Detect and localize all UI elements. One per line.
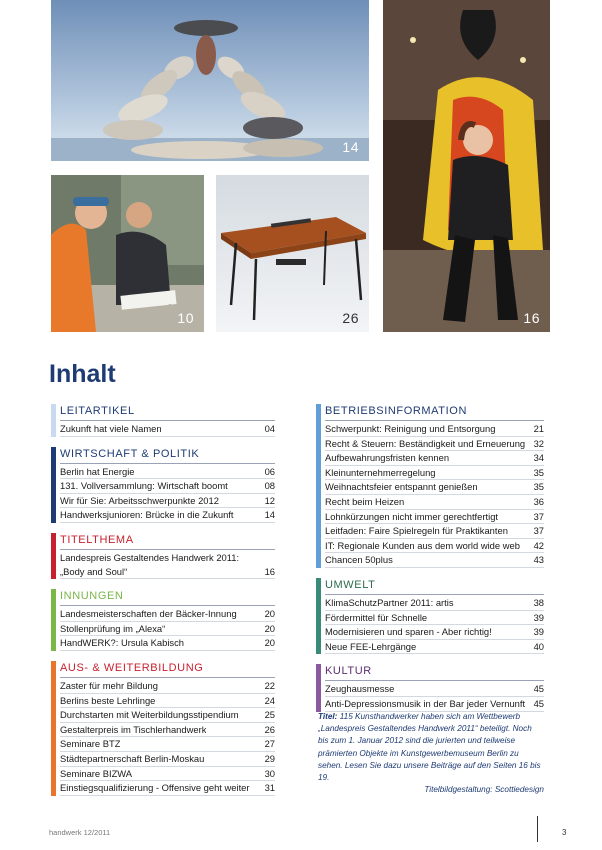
toc-entry[interactable]: [325, 480, 544, 495]
cover-caption: [318, 711, 544, 796]
toc-entry-title: Gestalterpreis im Tischlerhandwerk: [60, 723, 207, 735]
caption-text: 115 Kunsthandwerker haben sich am Wettbewerb „Landespreis Gestaltendes Handwerk 2011“ beteiligt. Noch bis zum 1. Januar 2012 sind die jurierten und teilweise prämierten Objekte im Kunstgewerbemuseum Berlin zu sehen. Lesen Sie dazu unsere Beiträge auf den Seiten 16 bis 19.: [318, 712, 541, 783]
toc-entry-title: Wir für Sie: Arbeitsschwerpunkte 2012: [60, 494, 219, 506]
toc-entry-title: Zaster für mehr Bildung: [60, 679, 158, 691]
toc-entry-title: Zukunft hat viele Namen: [60, 423, 162, 434]
toc-entry[interactable]: [325, 682, 544, 697]
toc-entry[interactable]: [325, 524, 544, 539]
toc-entry-title: KlimaSchutzPartner 2011: artis: [325, 596, 454, 608]
toc-entry[interactable]: [60, 708, 275, 723]
footer-divider: [537, 816, 538, 842]
toc-entry-title: Weihnachtsfeier entspannt genießen: [325, 481, 478, 493]
toc-entry-page: 38: [533, 596, 544, 608]
section-color-bar: [51, 404, 56, 437]
section-color-bar: [51, 589, 56, 651]
toc-entry[interactable]: [60, 607, 275, 622]
section-title: INNUNGEN: [60, 589, 275, 606]
toc-entry[interactable]: [325, 510, 544, 525]
toc-entry[interactable]: [60, 737, 275, 752]
toc-entry-page: 24: [264, 694, 275, 706]
toc-entry[interactable]: [60, 422, 275, 437]
photo-apprentices: [51, 175, 204, 332]
toc-entry-title: Seminare BTZ: [60, 738, 121, 750]
toc-entry[interactable]: [325, 553, 544, 568]
toc-entry-page: 40: [533, 640, 544, 652]
toc-entry-title: Neue FEE-Lehrgänge: [325, 640, 417, 652]
balance-stones-image: [51, 0, 369, 161]
toc-entry[interactable]: [325, 422, 544, 437]
toc-section: [316, 664, 544, 711]
toc-entry-title: Leitfaden: Faire Spielregeln für Praktikanten: [325, 525, 508, 537]
section-title: WIRTSCHAFT & POLITIK: [60, 447, 275, 464]
toc-entry-page: 34: [533, 452, 544, 464]
toc-entry-page: 08: [264, 480, 275, 492]
toc-entry-title: Berlins beste Lehrlinge: [60, 694, 156, 706]
toc-entry-title: Durchstarten mit Weiterbildungsstipendium: [60, 709, 239, 721]
toc-entry[interactable]: [60, 636, 275, 651]
toc-entry-page: 39: [533, 626, 544, 638]
apprentices-image: [51, 175, 204, 332]
photo-balance-stones: [51, 0, 369, 161]
toc-section: [51, 404, 275, 437]
toc-entry-title: Stollenprüfung im „Alexa“: [60, 622, 166, 634]
toc-entry[interactable]: [325, 539, 544, 554]
toc-entry[interactable]: [325, 437, 544, 452]
toc-entry-page: 37: [533, 510, 544, 522]
toc-entry[interactable]: [60, 622, 275, 637]
toc-entry[interactable]: [325, 495, 544, 510]
photo-page-number: 26: [342, 310, 359, 326]
toc-entry-title: 131. Vollversammlung: Wirtschaft boomt: [60, 480, 228, 492]
toc-entry[interactable]: [325, 466, 544, 481]
toc-entry-page: 36: [533, 495, 544, 507]
footer-issue: handwerk 12/2011: [49, 828, 111, 837]
toc-entry-page: 20: [264, 637, 275, 649]
section-color-bar: [316, 578, 321, 654]
toc-section: [316, 578, 544, 654]
section-color-bar: [51, 533, 56, 579]
toc-entry[interactable]: [325, 596, 544, 611]
toc-entry-page: 39: [533, 611, 544, 623]
toc-entry-title: Einstiegsqualifizierung - Offensive geht weiter: [60, 782, 250, 794]
toc-section: [51, 589, 275, 651]
toc-entry[interactable]: [60, 781, 275, 796]
toc-entry-title: Chancen 50plus: [325, 554, 393, 566]
toc-entry-page: 43: [533, 554, 544, 566]
toc-entry-title: Lohnkürzungen nicht immer gerechtfertigt: [325, 510, 499, 522]
toc-left-column: [51, 404, 275, 806]
caption-prefix: Titel:: [318, 712, 338, 721]
toc-entry-title: Schwerpunkt: Reinigung und Entsorgung: [325, 423, 496, 434]
toc-entry[interactable]: [325, 640, 544, 655]
toc-entry-page: 25: [264, 709, 275, 721]
toc-entry-title: IT: Regionale Kunden aus dem world wide web: [325, 539, 520, 551]
photo-fashion: [383, 0, 550, 332]
toc-entry-page: 26: [264, 723, 275, 735]
section-title: AUS- & WEITERBILDUNG: [60, 661, 275, 678]
photo-desk: [216, 175, 369, 332]
toc-entry-title: Fördermittel für Schnelle: [325, 611, 428, 623]
toc-entry-title: Landesmeisterschaften der Bäcker-Innung: [60, 608, 237, 620]
desk-image: [216, 175, 369, 332]
section-title: TITELTHEMA: [60, 533, 275, 550]
photo-page-number: 16: [523, 310, 540, 326]
section-title: KULTUR: [325, 664, 544, 681]
toc-entry-title: Berlin hat Energie: [60, 465, 135, 477]
toc-right-column: [316, 404, 544, 722]
toc-entry[interactable]: [60, 752, 275, 767]
toc-entry-page: 35: [533, 481, 544, 493]
toc-entry-title: Seminare BIZWA: [60, 767, 133, 779]
toc-entry[interactable]: [60, 694, 275, 709]
toc-entry[interactable]: [60, 494, 275, 509]
toc-entry-page: 20: [264, 622, 275, 634]
toc-entry[interactable]: [60, 508, 275, 523]
toc-entry[interactable]: [60, 723, 275, 738]
toc-entry-page: 16: [264, 565, 275, 577]
toc-entry-page: 06: [264, 465, 275, 477]
toc-section: [316, 404, 544, 568]
toc-entry-page: 45: [533, 683, 544, 695]
toc-entry-page: 21: [533, 423, 544, 434]
toc-entry-page: 27: [264, 738, 275, 750]
toc-entry-title: Handwerksjunioren: Brücke in die Zukunft: [60, 509, 234, 521]
photo-page-number: 10: [177, 310, 194, 326]
section-title: BETRIEBSINFORMATION: [325, 404, 544, 421]
toc-entry-title: Landespreis Gestaltendes Handwerk 2011: „Body and Soul“: [60, 551, 240, 577]
toc-section: [51, 533, 275, 579]
toc-entry[interactable]: [325, 451, 544, 466]
section-title: LEITARTIKEL: [60, 404, 275, 421]
toc-entry-title: Aufbewahrungsfristen kennen: [325, 452, 450, 464]
toc-entry[interactable]: [60, 551, 275, 579]
toc-entry-page: 29: [264, 752, 275, 764]
toc-entry[interactable]: [325, 625, 544, 640]
toc-entry-title: Städtepartnerschaft Berlin-Moskau: [60, 752, 205, 764]
toc-entry-page: 37: [533, 525, 544, 537]
photo-page-number: 14: [342, 139, 359, 155]
toc-entry-page: 12: [264, 494, 275, 506]
toc-entry-title: Kleinunternehmerregelung: [325, 466, 436, 478]
section-color-bar: [316, 664, 321, 711]
caption-credit: Titelbildgestaltung: Scottiedesign: [424, 785, 544, 795]
toc-entry-page: 30: [264, 767, 275, 779]
toc-entry-page: 31: [264, 782, 275, 794]
toc-entry-page: 04: [264, 423, 275, 434]
toc-entry-title: Anti-Depressionsmusik in der Bar jeder Vernunft: [325, 697, 526, 709]
toc-entry-page: 20: [264, 608, 275, 620]
page-heading: Inhalt: [49, 360, 116, 388]
toc-entry[interactable]: [60, 767, 275, 782]
footer-page-number: 3: [562, 828, 567, 837]
toc-entry-page: 42: [533, 539, 544, 551]
toc-section: [51, 447, 275, 523]
toc-entry[interactable]: [60, 679, 275, 694]
section-color-bar: [51, 661, 56, 796]
toc-entry-title: Zeughausmesse: [325, 683, 395, 695]
toc-section: [51, 661, 275, 796]
toc-entry-title: HandWERK?: Ursula Kabisch: [60, 637, 185, 649]
toc-entry-page: 35: [533, 466, 544, 478]
toc-entry-page: 32: [533, 437, 544, 449]
toc-entry[interactable]: [60, 465, 275, 480]
section-color-bar: [51, 447, 56, 523]
section-color-bar: [316, 404, 321, 568]
section-title: UMWELT: [325, 578, 544, 595]
toc-entry-title: Recht beim Heizen: [325, 495, 405, 507]
toc-entry[interactable]: [325, 697, 544, 712]
toc-entry-title: Modernisieren und sparen - Aber richtig!: [325, 626, 492, 638]
toc-entry[interactable]: [325, 611, 544, 626]
toc-entry-title: Recht & Steuern: Beständigkeit und Erneuerung: [325, 437, 526, 449]
toc-entry-page: 22: [264, 679, 275, 691]
fashion-image: [383, 0, 550, 332]
toc-entry-page: 14: [264, 509, 275, 521]
toc-entry-page: 45: [533, 697, 544, 709]
toc-entry[interactable]: [60, 479, 275, 494]
